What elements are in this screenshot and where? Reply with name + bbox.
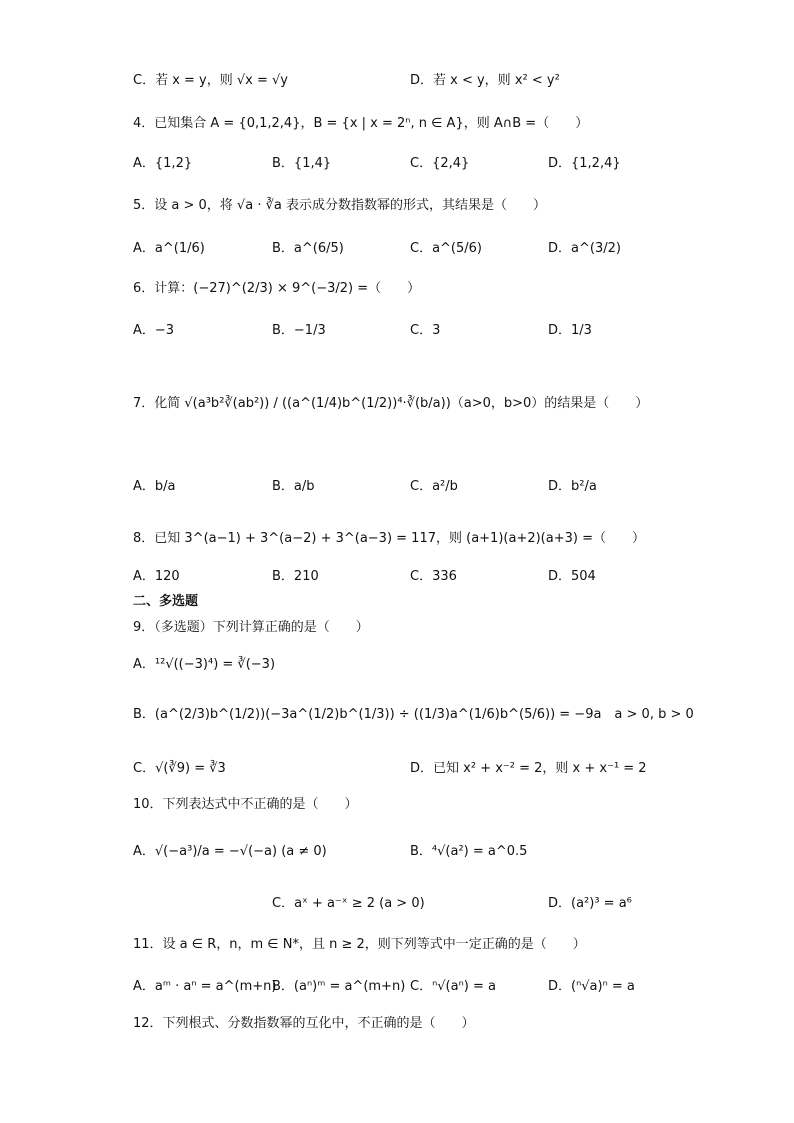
question-line-l17: D．1/3 bbox=[548, 323, 592, 338]
question-line-l33: D．已知 x² + x⁻² = 2，则 x + x⁻¹ = 2 bbox=[410, 761, 647, 776]
question-line-l18: 7．化简 √(a³b²∛(ab²)) / ((a^(1/4)b^(1/2))⁴·∛(b/a))（a>0，b>0）的结果是（ ） bbox=[133, 396, 649, 411]
question-line-l41: B．(aⁿ)ᵐ = a^(m+n) bbox=[272, 979, 406, 994]
question-line-l14: A．−3 bbox=[133, 323, 175, 338]
question-line-l26: C．336 bbox=[410, 569, 457, 584]
question-line-l6: C．{2,4} bbox=[410, 156, 470, 171]
question-line-l2: D．若 x < y，则 x² < y² bbox=[410, 73, 560, 88]
question-line-l24: A．120 bbox=[133, 569, 180, 584]
question-line-l44: 12．下列根式、分数指数幂的互化中，不正确的是（ ） bbox=[133, 1016, 475, 1031]
question-line-l42: C．ⁿ√(aⁿ) = a bbox=[410, 979, 496, 994]
question-line-l35: A．√(−a³)/a = −√(−a) (a ≠ 0) bbox=[133, 844, 327, 859]
question-line-l1: C．若 x = y，则 √x = √y bbox=[133, 73, 288, 88]
question-line-l22: D．b²/a bbox=[548, 479, 597, 494]
question-line-l27: D．504 bbox=[548, 569, 596, 584]
question-line-l37: C．aˣ + a⁻ˣ ≥ 2 (a > 0) bbox=[272, 896, 425, 911]
question-line-l31: B．(a^(2/3)b^(1/2))(−3a^(1/2)b^(1/3)) ÷ ((1/3)a^(1/6)b^(5/6)) = −9a a > 0, b > 0 bbox=[133, 707, 694, 722]
question-line-l21: C．a²/b bbox=[410, 479, 458, 494]
question-line-l28: 二、多选题 bbox=[133, 594, 199, 609]
question-line-l12: D．a^(3/2) bbox=[548, 241, 621, 256]
question-line-l4: A．{1,2} bbox=[133, 156, 193, 171]
question-line-l20: B．a/b bbox=[272, 479, 315, 494]
question-line-l10: B．a^(6/5) bbox=[272, 241, 344, 256]
question-line-l30: A．¹²√((−3)⁴) = ∛(−3) bbox=[133, 657, 276, 672]
question-line-l23: 8．已知 3^(a−1) + 3^(a−2) + 3^(a−3) = 117，则 (a+1)(a+2)(a+3) =（ ） bbox=[133, 531, 645, 546]
question-line-l34: 10．下列表达式中不正确的是（ ） bbox=[133, 797, 358, 812]
question-line-l39: 11．设 a ∈ R，n，m ∈ N*，且 n ≥ 2，则下列等式中一定正确的是（ ） bbox=[133, 937, 586, 952]
question-line-l3: 4．已知集合 A = {0,1,2,4}，B = {x | x = 2ⁿ, n ∈ A}，则 A∩B =（ ） bbox=[133, 116, 589, 131]
question-line-l32: C．√(∛9) = ∛3 bbox=[133, 761, 226, 776]
question-line-l13: 6．计算：(−27)^(2/3) × 9^(−3/2) =（ ） bbox=[133, 281, 421, 296]
question-line-l8: 5．设 a > 0，将 √a · ∛a 表示成分数指数幂的形式，其结果是（ ） bbox=[133, 198, 546, 213]
question-line-l19: A．b/a bbox=[133, 479, 176, 494]
question-line-l15: B．−1/3 bbox=[272, 323, 326, 338]
question-line-l25: B．210 bbox=[272, 569, 319, 584]
question-line-l11: C．a^(5/6) bbox=[410, 241, 483, 256]
question-line-l29: 9．（多选题）下列计算正确的是（ ） bbox=[133, 620, 369, 635]
question-line-l36: B．⁴√(a²) = a^0.5 bbox=[410, 844, 528, 859]
question-line-l40: A．aᵐ · aⁿ = a^(m+n) bbox=[133, 979, 277, 994]
question-line-l38: D．(a²)³ = a⁶ bbox=[548, 896, 632, 911]
question-line-l5: B．{1,4} bbox=[272, 156, 332, 171]
question-line-l9: A．a^(1/6) bbox=[133, 241, 205, 256]
question-line-l7: D．{1,2,4} bbox=[548, 156, 621, 171]
question-line-l43: D．(ⁿ√a)ⁿ = a bbox=[548, 979, 635, 994]
question-line-l16: C．3 bbox=[410, 323, 441, 338]
